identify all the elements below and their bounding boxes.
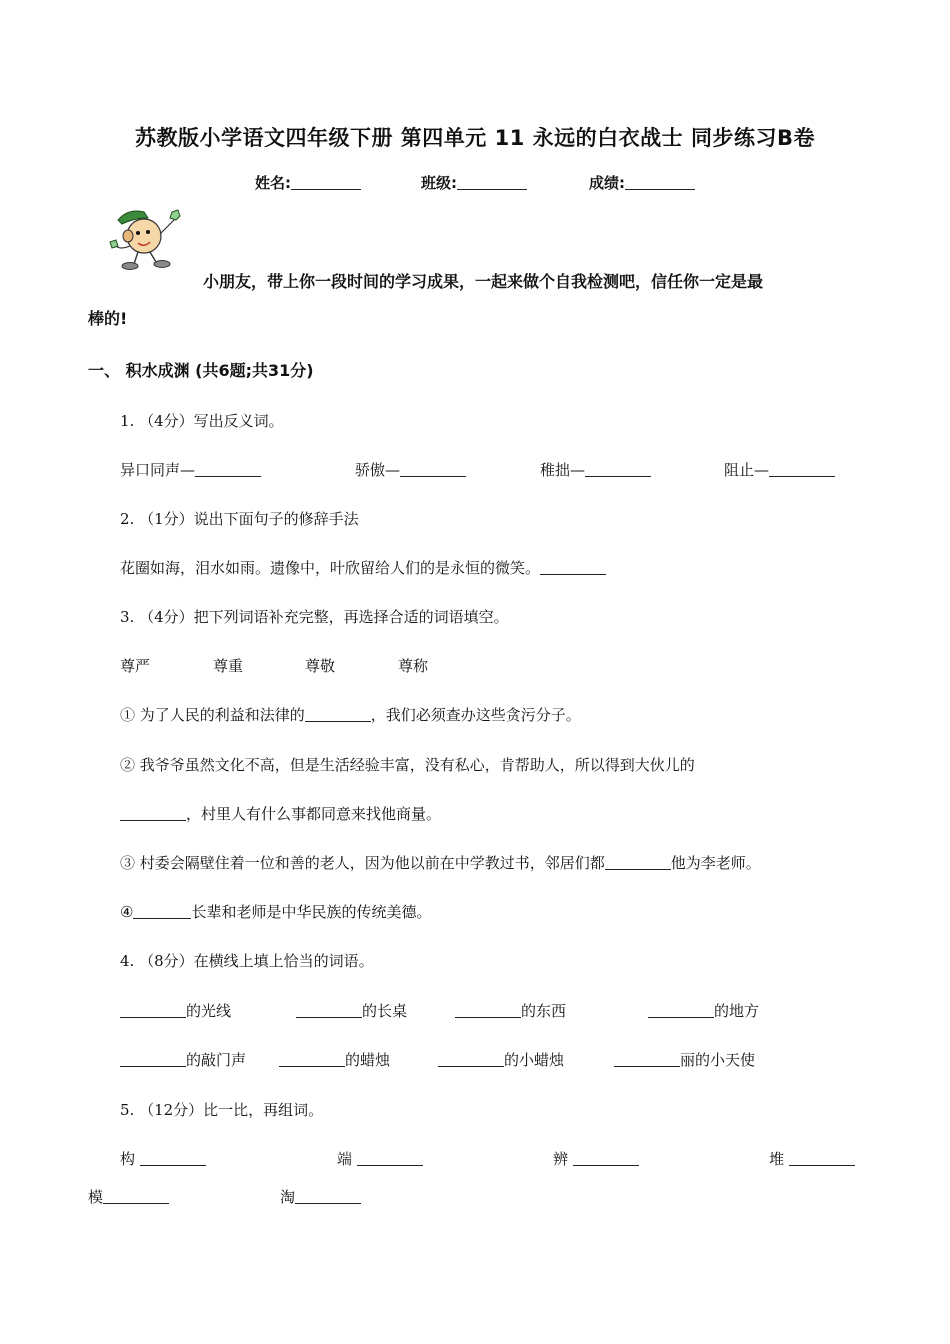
q1-item	[540, 459, 651, 480]
q5-item	[553, 1148, 639, 1169]
class-label: 班级:	[421, 174, 457, 192]
answer-blank[interactable]	[605, 855, 671, 870]
class-field	[421, 172, 527, 193]
question-3-prompt: 3. （4分）把下列词语补充完整，再选择合适的词语填空。	[120, 608, 509, 626]
q3-sentence-2-cont	[120, 803, 441, 824]
q5-char: 构	[120, 1150, 136, 1168]
name-blank[interactable]	[291, 175, 361, 190]
q5-char: 模	[88, 1188, 104, 1206]
q1-word: 阻止—	[724, 461, 770, 479]
page-title: 苏教版小学语文四年级下册 第四单元 11 永远的白衣战士 同步练习B卷	[135, 126, 815, 150]
sentence-text: ，我们必须查办这些贪污分子。	[370, 706, 581, 724]
q1-word: 稚拙—	[540, 461, 586, 479]
q1-word: 异口同声—	[120, 461, 196, 479]
score-field	[589, 172, 695, 193]
answer-blank[interactable]	[295, 1189, 361, 1204]
sentence-text: 长辈和老师是中华民族的传统美德。	[191, 903, 432, 921]
q3-sentence-3	[120, 852, 761, 873]
answer-blank[interactable]	[133, 904, 191, 919]
answer-blank[interactable]	[614, 1052, 680, 1067]
q5-item	[280, 1186, 361, 1207]
q4-word: 的东西	[521, 1002, 567, 1020]
answer-blank[interactable]	[540, 560, 606, 575]
q1-item	[355, 459, 466, 480]
q5-char: 堆	[769, 1150, 785, 1168]
q2-sentence	[120, 557, 606, 578]
q4-word: 的小蜡烛	[504, 1051, 565, 1069]
q4-word: 的地方	[714, 1002, 760, 1020]
question-5-prompt: 5. （12分）比一比，再组词。	[120, 1101, 324, 1119]
q4-item	[120, 1049, 246, 1070]
q4-word: 的敲门声	[186, 1051, 247, 1069]
sentence-text: 他为李老师。	[670, 854, 761, 872]
answer-blank[interactable]	[400, 462, 466, 477]
q1-item	[724, 459, 835, 480]
answer-blank[interactable]	[279, 1052, 345, 1067]
q4-item	[614, 1049, 755, 1070]
q4-word: 的光线	[186, 1002, 232, 1020]
q4-item	[455, 1000, 566, 1021]
answer-blank[interactable]	[103, 1189, 169, 1204]
name-field	[255, 172, 361, 193]
answer-blank[interactable]	[140, 1151, 206, 1166]
q5-char: 端	[337, 1150, 353, 1168]
q5-item	[88, 1186, 169, 1207]
q4-item	[296, 1000, 407, 1021]
sentence-text: ③ 村委会隔壁住着一位和善的老人，因为他以前在中学教过书，邻居们都	[120, 854, 605, 872]
answer-blank[interactable]	[455, 1003, 521, 1018]
answer-blank[interactable]	[120, 1052, 186, 1067]
sentence-text: ④	[120, 903, 134, 921]
q4-word: 丽的小天使	[680, 1051, 756, 1069]
question-4-prompt: 4. （8分）在横线上填上恰当的词语。	[120, 952, 374, 970]
q4-item	[120, 1000, 231, 1021]
q1-item	[120, 459, 261, 480]
answer-blank[interactable]	[195, 462, 261, 477]
section-heading: 一、 积水成渊 (共6题;共31分)	[88, 361, 314, 380]
intro-line-1: 小朋友，带上你一段时间的学习成果，一起来做个自我检测吧，信任你一定是最	[203, 272, 764, 291]
q5-item	[769, 1148, 855, 1169]
answer-blank[interactable]	[305, 707, 371, 722]
q5-char: 辨	[553, 1150, 569, 1168]
q3-word: 尊称	[398, 657, 429, 675]
intro-line-2: 棒的!	[88, 309, 128, 328]
q3-word: 尊严	[120, 657, 151, 675]
q5-char: 淘	[280, 1188, 296, 1206]
q4-item	[648, 1000, 759, 1021]
answer-blank[interactable]	[573, 1151, 639, 1166]
q3-word: 尊敬	[305, 657, 336, 675]
answer-blank[interactable]	[357, 1151, 423, 1166]
answer-blank[interactable]	[438, 1052, 504, 1067]
class-blank[interactable]	[457, 175, 527, 190]
question-1-prompt: 1. （4分）写出反义词。	[120, 412, 284, 430]
answer-blank[interactable]	[769, 462, 835, 477]
q3-word: 尊重	[213, 657, 244, 675]
q5-item	[120, 1148, 206, 1169]
q4-word: 的长桌	[362, 1002, 408, 1020]
name-label: 姓名:	[255, 174, 291, 192]
q2-sentence-text: 花圈如海，泪水如雨。遗像中，叶欣留给人们的是永恒的微笑。	[120, 559, 541, 577]
q5-item	[337, 1148, 423, 1169]
question-2-prompt: 2. （1分）说出下面句子的修辞手法	[120, 510, 359, 528]
sentence-text: ① 为了人民的利益和法律的	[120, 706, 305, 724]
q3-sentence-1	[120, 704, 581, 725]
q3-sentence-4	[120, 901, 431, 922]
score-label: 成绩:	[589, 174, 625, 192]
q3-sentence-2: ② 我爷爷虽然文化不高，但是生活经验丰富，没有私心，肯帮助人，所以得到大伙儿的	[120, 756, 695, 774]
answer-blank[interactable]	[789, 1151, 855, 1166]
sentence-text: ，村里人有什么事都同意来找他商量。	[186, 805, 442, 823]
answer-blank[interactable]	[120, 806, 186, 821]
mascot-cartoon-icon	[108, 206, 190, 272]
answer-blank[interactable]	[296, 1003, 362, 1018]
answer-blank[interactable]	[120, 1003, 186, 1018]
score-blank[interactable]	[625, 175, 695, 190]
answer-blank[interactable]	[585, 462, 651, 477]
q4-item	[279, 1049, 390, 1070]
answer-blank[interactable]	[648, 1003, 714, 1018]
q4-word: 的蜡烛	[345, 1051, 391, 1069]
q4-item	[438, 1049, 564, 1070]
q1-word: 骄傲—	[355, 461, 401, 479]
